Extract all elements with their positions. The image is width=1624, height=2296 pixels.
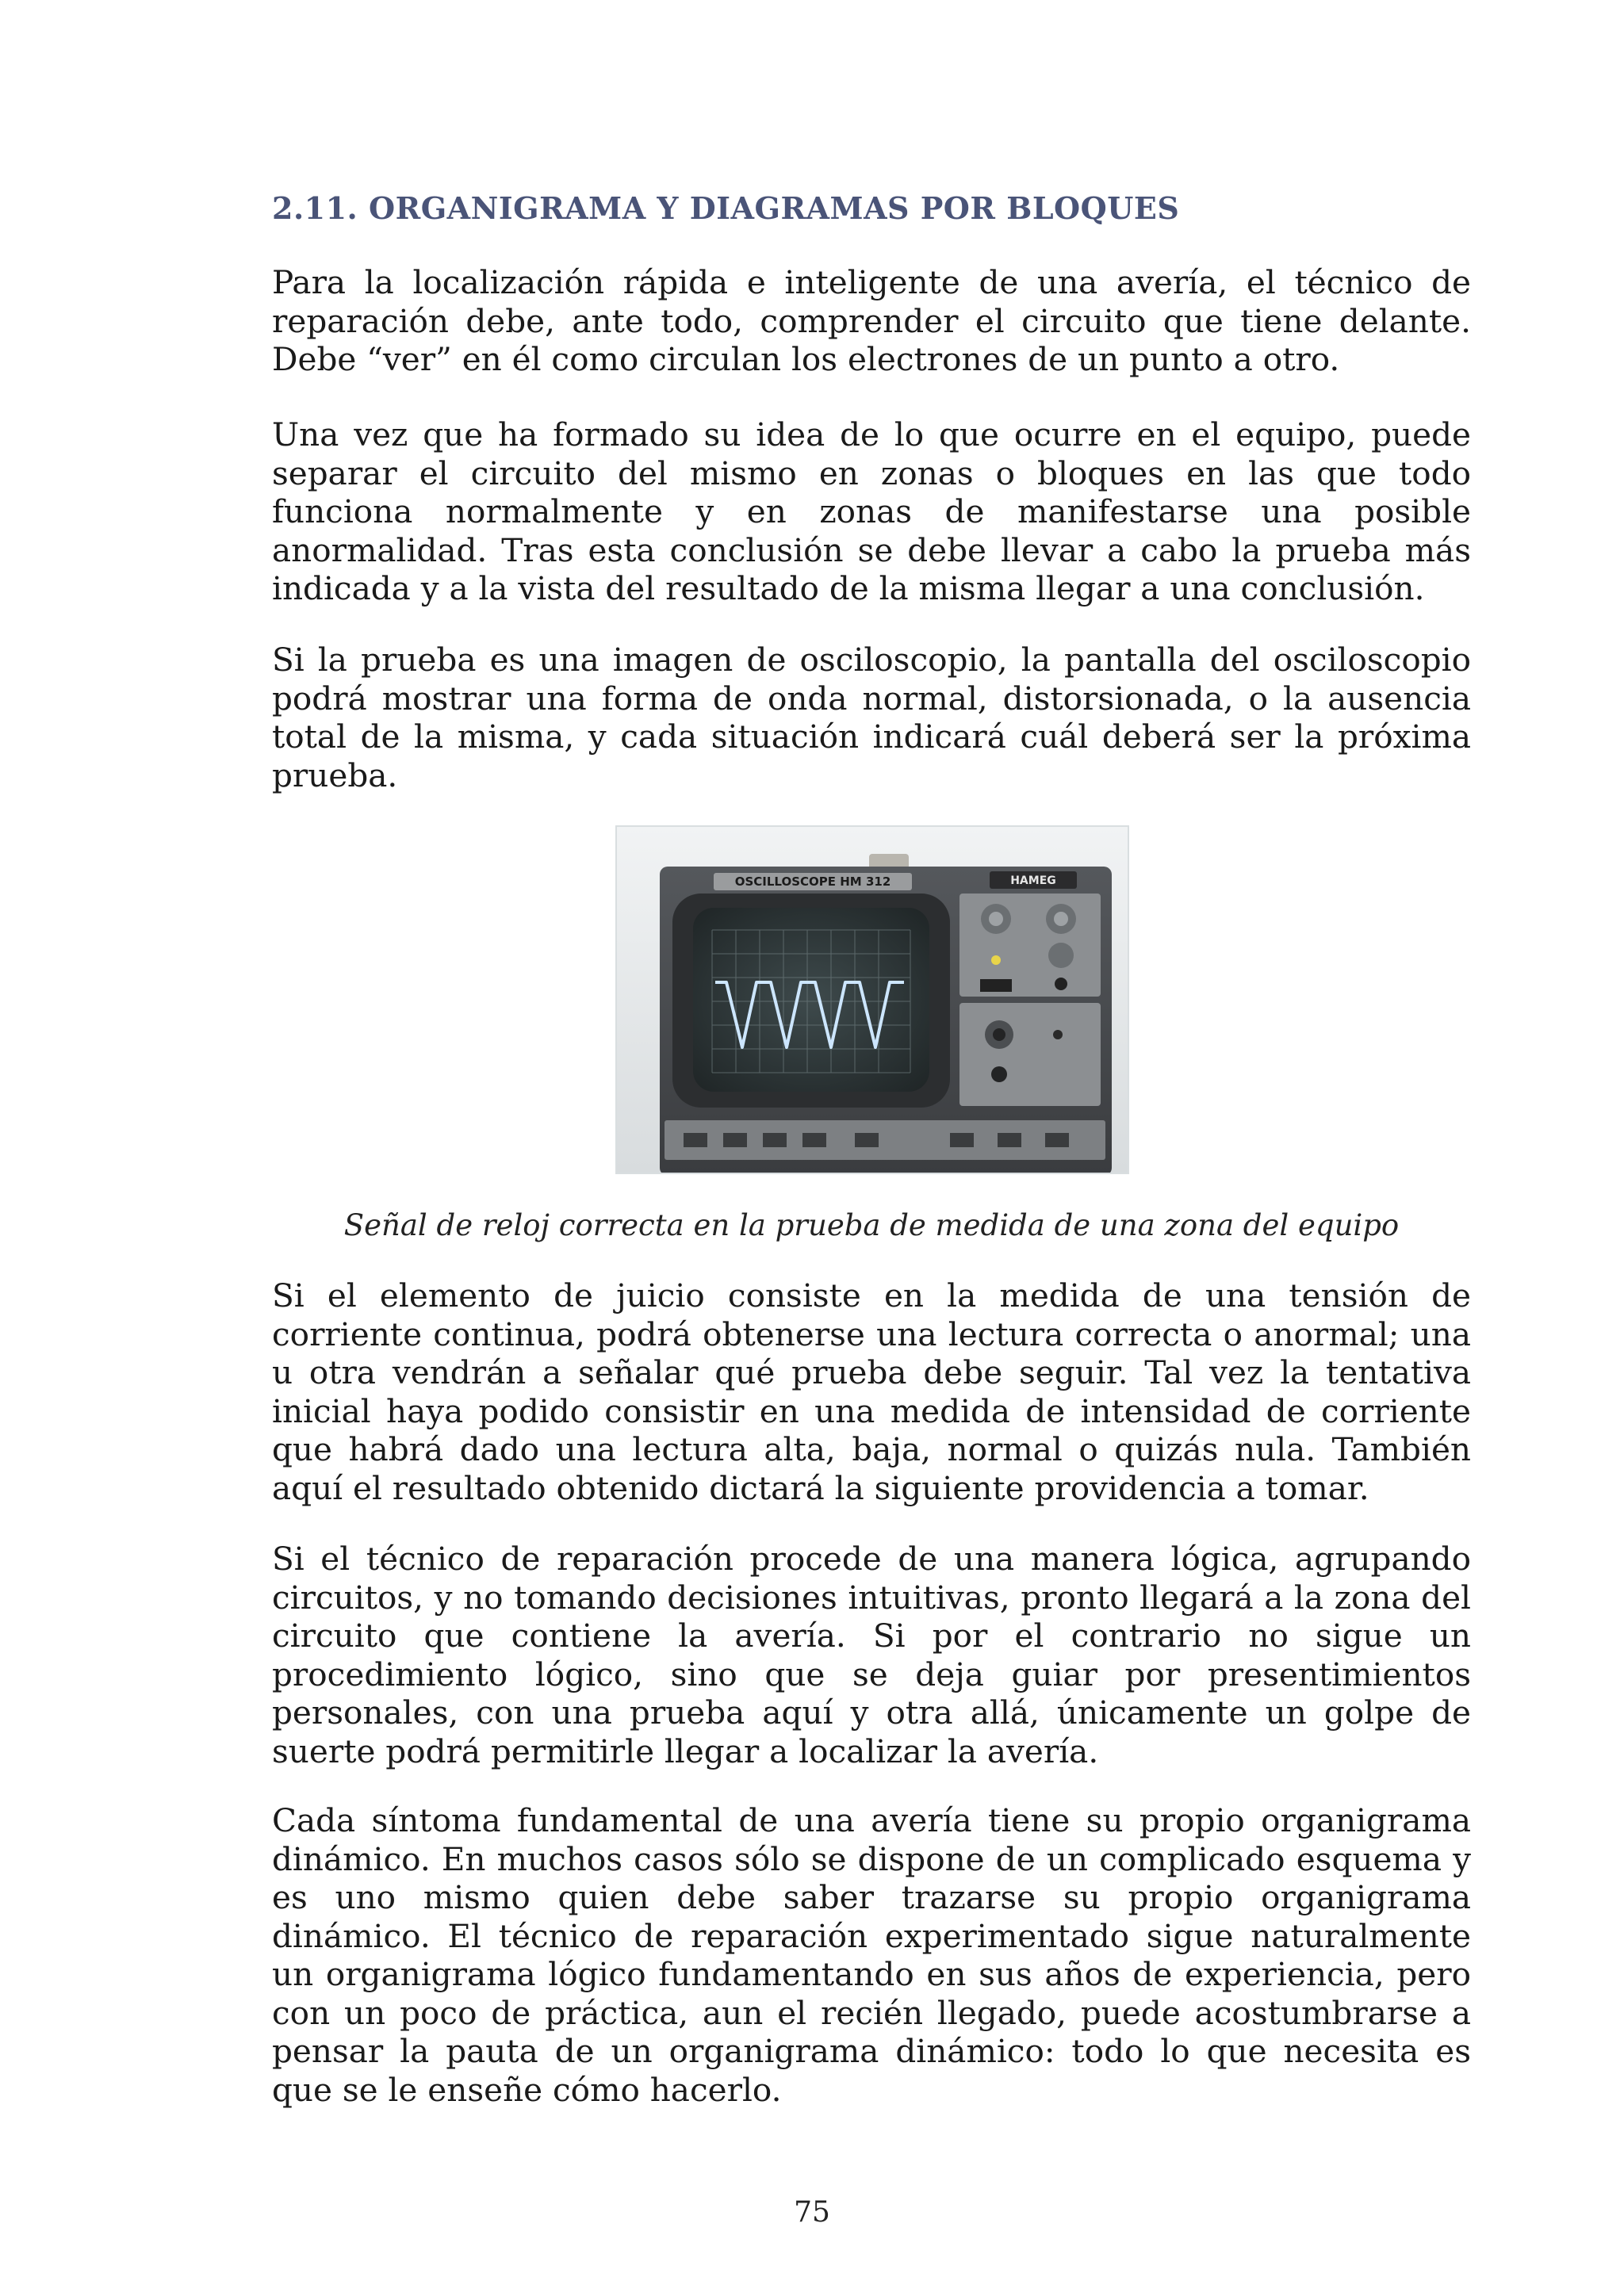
figure-caption: Señal de reloj correcta en la prueba de medida de una zona del equipo <box>343 1208 1400 1242</box>
paragraph-text: Para la localización rápida e inteligente de una avería, el técnico de reparación debe, ante todo, comprender el circuito que tiene delante. Debe “ver” en él como circulan los electrones de un punto a otro. <box>272 263 1471 378</box>
paragraph-text: Una vez que ha formado su idea de lo que ocurre en el equipo, puede separar el circuito del mismo en zonas o bloques en las que todo funciona normalmente y en zonas de manifestarse una posible anormalidad. Tras esta conclusión se debe llevar a cabo la prueba más indicada y a la vista del resultado de la misma llegar a una conclusión. <box>272 415 1471 607</box>
brand-label: HAMEG <box>1010 874 1056 887</box>
paragraph-3 <box>272 641 1471 794</box>
paragraph-1 <box>272 263 1471 379</box>
paragraph-2 <box>272 415 1471 608</box>
paragraph-text: Si el elemento de juicio consiste en la medida de una tensión de corriente continua, podrá obtenerse una lectura correcta o anormal; una u otra vendrán a señalar qué prueba debe seguir. Tal vez la tentativa inicial haya podido consistir en una medida de intensidad de corriente que habrá dado una lectura alta, baja, normal o quizás nula. También aquí el resultado obtenido dictará la siguiente providencia a tomar. <box>272 1276 1471 1507</box>
device-label: OSCILLOSCOPE HM 312 <box>734 874 891 889</box>
paragraph-4 <box>272 1276 1471 1507</box>
paragraph-5 <box>272 1540 1471 1770</box>
paragraph-6 <box>272 1801 1471 2109</box>
paragraph-text: Cada síntoma fundamental de una avería tiene su propio organigrama dinámico. En muchos casos sólo se dispone de un complicado esquema y es uno mismo quien debe saber trazarse su propio organigrama dinámico. El técnico de reparación experimentado sigue naturalmente un organigrama lógico fundamentando en sus años de experiencia, pero con un poco de práctica, aun el recién llegado, puede acostumbrarse a pensar la pauta de un organigrama dinámico: todo lo que necesita es que se le enseñe cómo hacerlo. <box>272 1801 1471 2109</box>
oscilloscope-illustration <box>617 827 1128 1173</box>
paragraph-text: Si la prueba es una imagen de osciloscopio, la pantalla del osciloscopio podrá mostrar una forma de onda normal, distorsionada, o la ausencia total de la misma, y cada situación indicará cuál deberá ser la próxima prueba. <box>272 641 1471 794</box>
oscilloscope-photo <box>615 825 1129 1174</box>
paragraph-text: Si el técnico de reparación procede de una manera lógica, agrupando circuitos, y no tomando decisiones intuitivas, pronto llegará a la zona del circuito que contiene la avería. Si por el contrario no sigue un procedimiento lógico, sino que se deja guiar por presentimientos personales, con una prueba aquí y otra allá, únicamente un golpe de suerte podrá permitirle llegar a localizar la avería. <box>272 1540 1471 1770</box>
page-number: 75 <box>794 2196 830 2229</box>
section-heading: 2.11. ORGANIGRAMA Y DIAGRAMAS POR BLOQUES <box>272 190 1180 226</box>
